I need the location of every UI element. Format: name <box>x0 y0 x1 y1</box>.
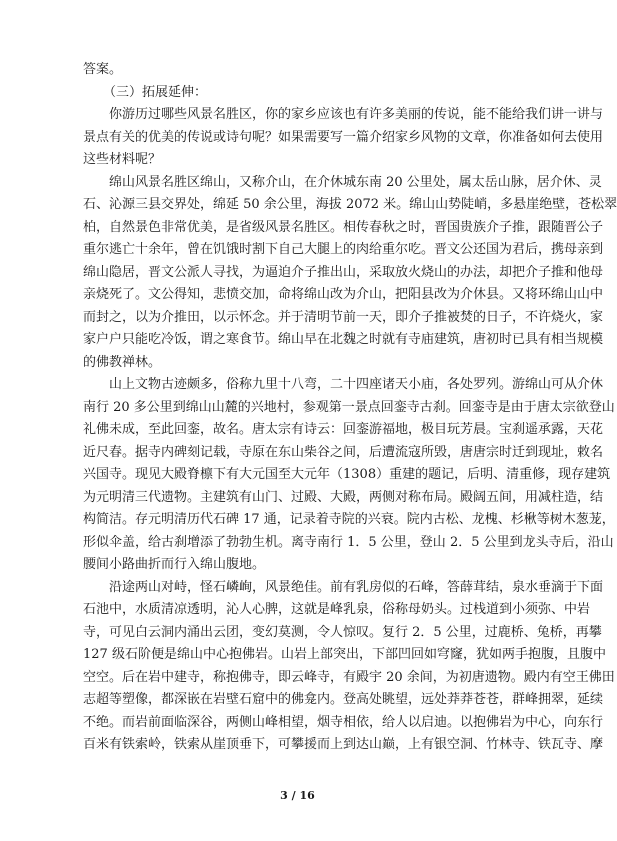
page-number: 3 / 16 <box>280 789 315 802</box>
text-line: 你游历过哪些风景名胜区，你的家乡应该也有许多美丽的传说，能不能给我们讲一讲与 <box>109 107 604 122</box>
text-line: 构简洁。存元明清历代石碑 17 通，记录着寺院的兴衰。院内古松、龙槐、杉楸等树木葱茏， <box>83 512 615 527</box>
text-line: 石池中，水质清凉透明，沁人心脾，这就是峰乳泉，俗称母奶头。过栈道到小须弥、中岩 <box>83 602 591 617</box>
text-line: 重尔逃亡十余年，曾在饥饿时割下自己大腿上的肉给重尔吃。晋文公还国为君后，携母亲到 <box>83 242 604 257</box>
text-line: 景点有关的优美的传说或诗句呢？如果需要写一篇介绍家乡风物的文章，你准备如何去使用 <box>83 129 604 145</box>
text-line: 寺，可见白云洞内涌出云团，变幻莫测，令人惊叹。复行 2．5 公里，过鹿桥、兔桥，再攀 <box>83 624 602 640</box>
section-heading: （三）拓展延伸： <box>103 84 208 100</box>
text-line: 礼佛未成，至此回銮，故名。唐太宗有诗云：回銮游福地，极目玩芳晨。宝刹遥承露，天花 <box>83 422 604 437</box>
text-line: 石、沁源三县交界处，绵延 50 余公里，海拔 2072 米。绵山山势陡峭，多悬崖绝壁，苍松翠 <box>83 197 617 212</box>
text-line: 的佛教禅林。 <box>83 354 162 370</box>
text-line: 空空。后在岩中建寺，称抱佛寺，即云峰寺，有殿宇 20 余间，为初唐遗物。殿内有空王佛田 <box>83 669 615 685</box>
text-line: 绵山风景名胜区绵山，又称介山，在介休城东南 20 公里处，属太岳山脉，居介休、灵 <box>109 174 602 190</box>
text-line: 沿途两山对峙，怪石嶙峋，风景绝佳。前有乳房似的石峰，答薛茸结，泉水垂滴于下面 <box>109 579 604 595</box>
text-line: 家户户只能吃冷饭，谓之寒食节。绵山早在北魏之时就有寺庙建筑，唐初时已具有相当规模 <box>83 332 604 347</box>
text-line: 兴国寺。现见大殿脊檩下有大元国至大元年（1308）重建的题记，后明、清重修，现存建筑 <box>83 467 611 482</box>
document-body <box>83 59 617 757</box>
text-line: 这些材料呢？ <box>83 152 162 167</box>
text-line: 志超等塑像，都深嵌在岩壁石窟中的佛龛内。登高处眺望，远处莽莽苍苍，群峰拥翠，延续 <box>83 692 604 707</box>
text-line: 亲烧死了。文公得知，悲愤交加，命将绵山改为介山，把阳县改为介休县。又将环绵山山中 <box>83 287 604 302</box>
text-line: 南行 20 多公里到绵山山麓的兴地村，参观第一景点回銮寺古刹。回銮寺是由于唐太宗欲登山 <box>83 399 615 415</box>
text-line: 不绝。而岩前面临深谷，两侧山峰相望，烟寺相依，给人以启迪。以抱佛岩为中心，向东行 <box>83 714 604 730</box>
text-line: 绵山隐居，晋文公派人寻找，为逼迫介子推出山，采取放火烧山的办法，却把介子推和他母 <box>83 264 604 280</box>
text-line: 形似伞盖，给古刹增添了勃勃生机。离寺南行 1．5 公里，登山 2．5 公里到龙头寺后，沿山 <box>83 534 614 550</box>
text-line: 柏，自然景色非常优美，是省级风景名胜区。相传春秋之时，晋国贵族介子推，跟随晋公子 <box>83 219 604 235</box>
text-line: 127 级石阶便是绵山中心抱佛岩。山岩上部突出，下部凹回如穹窿，犹如两手抱腹，且腹中 <box>83 647 606 662</box>
text-line: 近尺春。据寺内碑刻记载，寺原在东山柴谷之间，后遭流寇所毁，唐唐宗时迁到现址，敕名 <box>83 444 604 460</box>
text-line: 腰间小路曲折而行入绵山腹地。 <box>83 557 266 572</box>
text-line: 为元明清三代遗物。主建筑有山门、过殿、大殿，两侧对称布局。殿阔五间，用减柱造，结 <box>83 489 604 505</box>
text-line: 百米有铁索岭，铁索从崖顶垂下，可攀援而上到达山巅，上有银空洞、竹林寺、铁瓦寺、摩 <box>83 737 604 752</box>
text-line: 答案。 <box>83 62 123 77</box>
text-line: 而封之，以为介推田，以示怀念。并于清明节前一天，即介子推被焚的日子，不许烧火，家 <box>83 309 604 325</box>
text-line: 山上文物古迹颇多，俗称九里十八弯，二十四座诸天小庙，各处罗列。游绵山可从介休 <box>109 377 604 392</box>
